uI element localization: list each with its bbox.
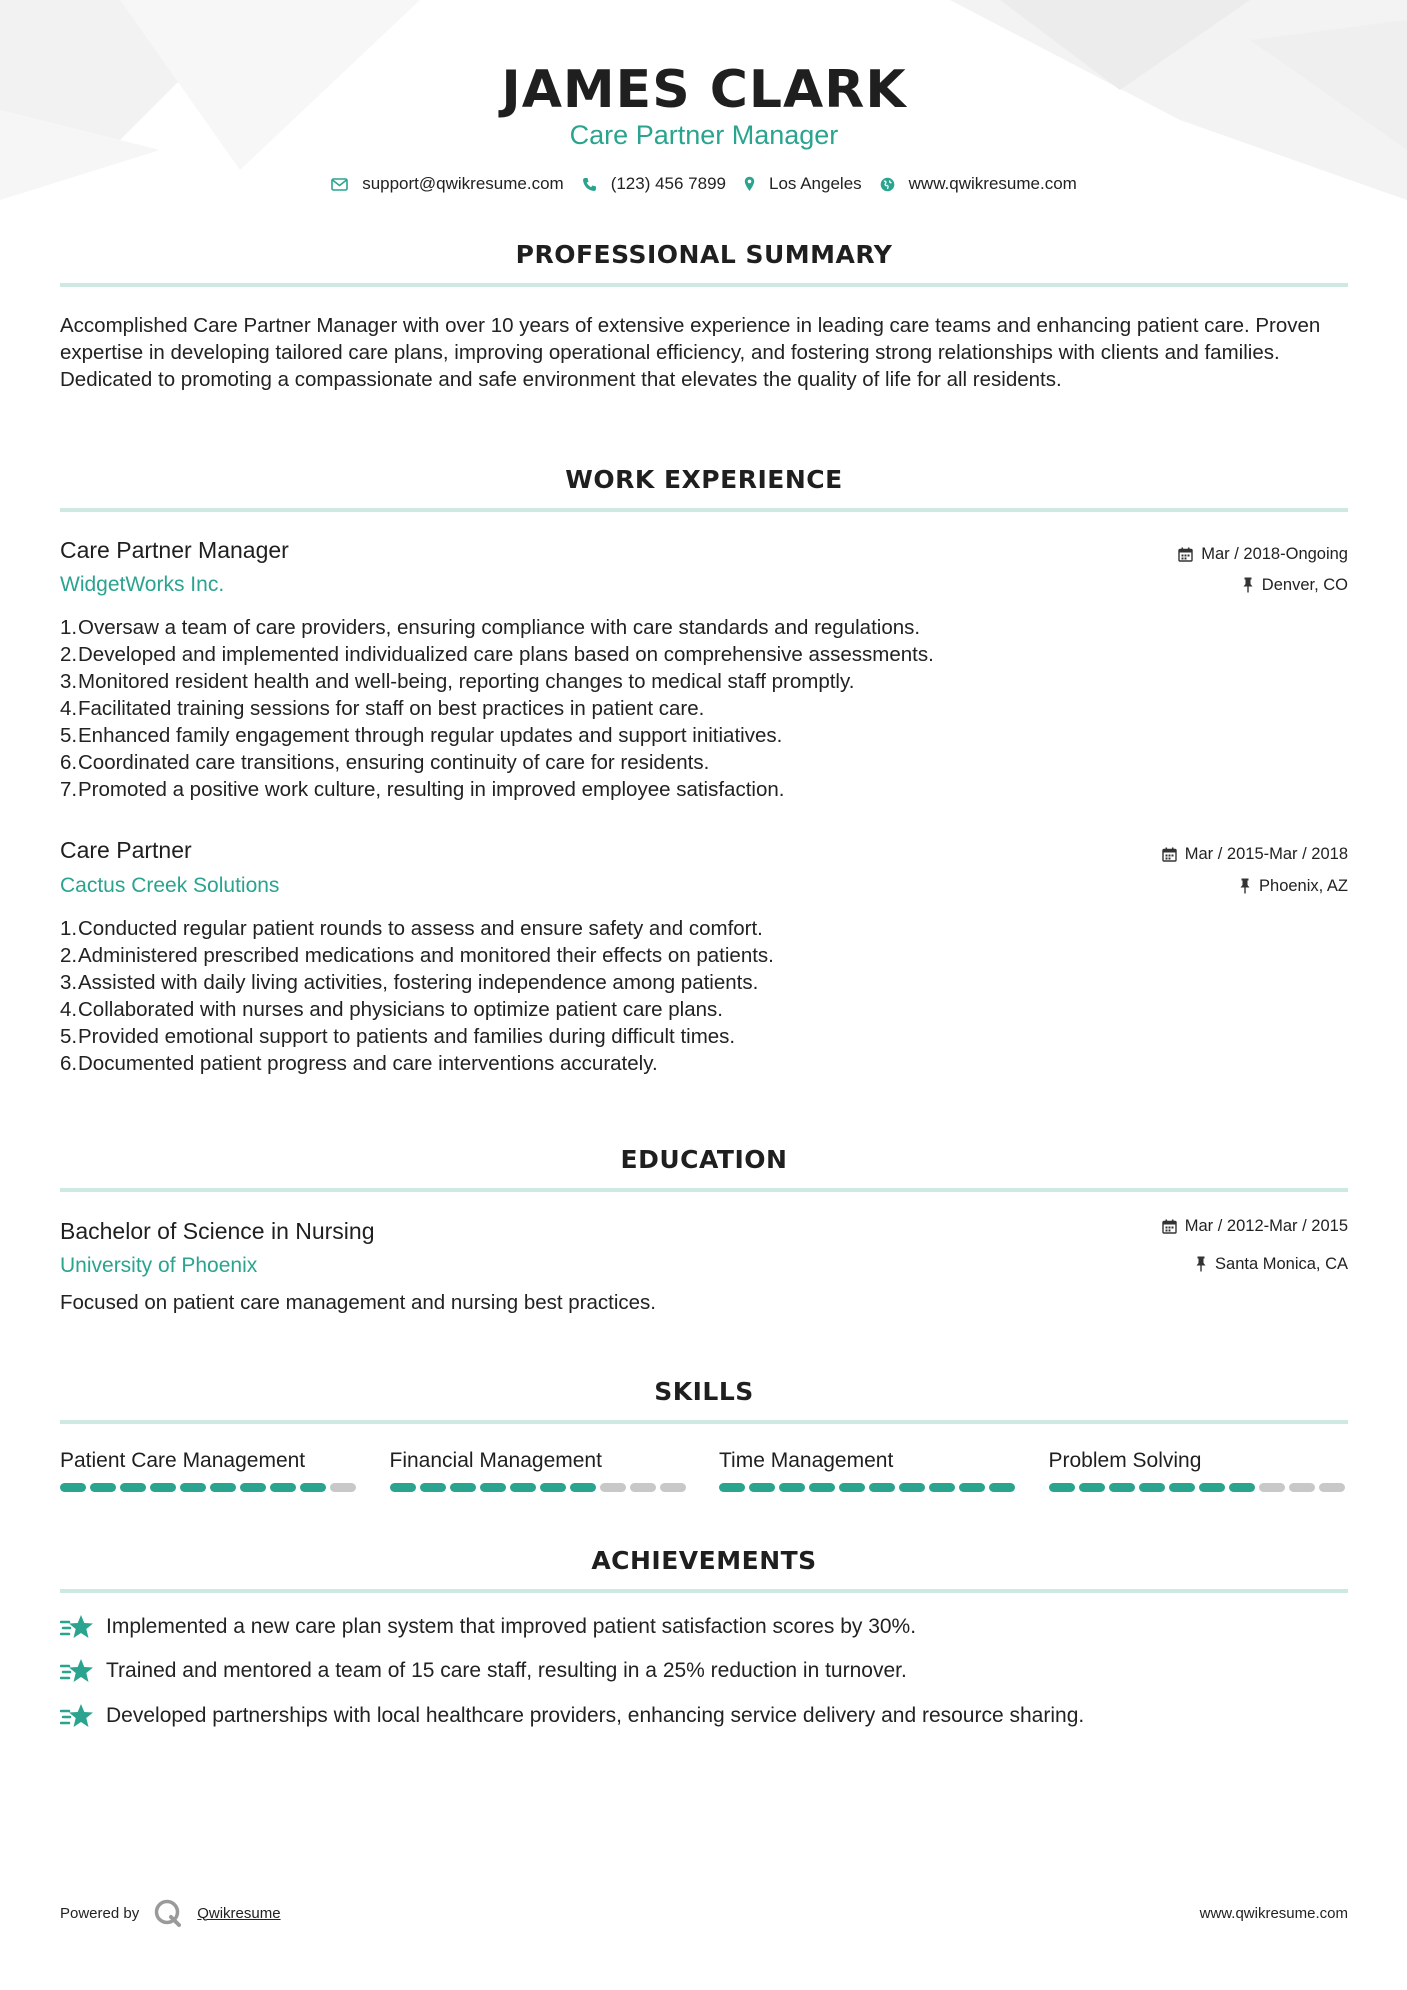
experience-heading: WORK EXPERIENCE	[565, 465, 843, 494]
contact-website-text: www.qwikresume.com	[908, 174, 1077, 193]
skill-dot-filled	[1229, 1483, 1255, 1492]
calendar-icon	[1162, 847, 1177, 862]
qwikresume-logo-icon	[153, 1898, 183, 1928]
contact-location	[744, 174, 862, 194]
duty-item	[60, 614, 1348, 641]
achievement-item	[60, 1702, 1084, 1730]
qwikresume-link[interactable]: Qwikresume	[197, 1904, 281, 1922]
job-company: Cactus Creek Solutions	[60, 874, 280, 897]
achievements-divider	[60, 1589, 1348, 1593]
skill-dot-empty	[1319, 1483, 1345, 1492]
duty-number: 2.	[60, 643, 78, 666]
contact-location-text: Los Angeles	[769, 174, 862, 193]
duty-text: Promoted a positive work culture, resulting in improved employee satisfaction.	[78, 778, 785, 801]
degree-title: Bachelor of Science in Nursing	[60, 1218, 375, 1244]
duty-number: 1.	[60, 917, 78, 940]
duty-text: Oversaw a team of care providers, ensuring compliance with care standards and regulations.	[78, 616, 921, 639]
skill-dot-filled	[240, 1483, 266, 1492]
skill-item	[390, 1447, 690, 1492]
skill-item	[1049, 1447, 1349, 1492]
skill-level-meter	[719, 1483, 1019, 1492]
skill-dot-filled	[300, 1483, 326, 1492]
skill-dot-filled	[989, 1483, 1015, 1492]
skill-dot-filled	[120, 1483, 146, 1492]
skill-dot-empty	[1259, 1483, 1285, 1492]
pushpin-icon	[1242, 577, 1254, 593]
footer-website[interactable]: www.qwikresume.com	[1199, 1905, 1348, 1922]
calendar-icon	[1162, 1219, 1177, 1234]
skill-dot-filled	[390, 1483, 416, 1492]
duty-item	[60, 996, 1348, 1023]
skill-dot-filled	[749, 1483, 775, 1492]
education-dates	[1162, 1215, 1348, 1237]
skill-name: Financial Management	[389, 1449, 602, 1472]
duty-number: 4.	[60, 697, 78, 720]
contact-phone-text: (123) 456 7899	[610, 174, 727, 193]
job-company: WidgetWorks Inc.	[60, 573, 225, 596]
job-location	[1242, 574, 1348, 596]
skill-dot-filled	[899, 1483, 925, 1492]
skill-name: Problem Solving	[1048, 1449, 1202, 1472]
summary-heading: PROFESSIONAL SUMMARY	[515, 240, 893, 269]
contact-email-text: support@qwikresume.com	[362, 174, 564, 193]
pushpin-icon	[1239, 878, 1251, 894]
education-location	[1195, 1253, 1348, 1275]
skills-divider	[60, 1420, 1348, 1424]
skill-dot-filled	[1049, 1483, 1075, 1492]
duty-text: Documented patient progress and care interventions accurately.	[78, 1052, 658, 1075]
duty-number: 6.	[60, 751, 78, 774]
star-achievement-icon	[60, 1657, 94, 1685]
skill-dot-filled	[510, 1483, 536, 1492]
job-location-text: Denver, CO	[1261, 576, 1348, 594]
skill-dot-filled	[420, 1483, 446, 1492]
skill-dot-filled	[929, 1483, 955, 1492]
duty-text: Enhanced family engagement through regular updates and support initiatives.	[78, 724, 783, 747]
skill-dot-filled	[60, 1483, 86, 1492]
skill-dot-filled	[719, 1483, 745, 1492]
skill-dot-filled	[959, 1483, 985, 1492]
skill-dot-filled	[150, 1483, 176, 1492]
duty-text: Collaborated with nurses and physicians to optimize patient care plans.	[78, 998, 723, 1021]
skills-list	[60, 1447, 1348, 1492]
skill-dot-filled	[540, 1483, 566, 1492]
job-dates-text: Mar / 2018-Ongoing	[1201, 545, 1348, 563]
skill-level-meter	[1049, 1483, 1349, 1492]
job-title: Care Partner	[60, 837, 192, 863]
contact-email[interactable]	[331, 174, 564, 194]
duty-text: Monitored resident health and well-being, reporting changes to medical staff promptly.	[78, 670, 855, 693]
skill-dot-empty	[660, 1483, 686, 1492]
education-description: Focused on patient care management and nursing best practices.	[60, 1291, 656, 1314]
experience-divider	[60, 508, 1348, 512]
phone-icon	[582, 177, 597, 192]
duty-item	[60, 915, 1348, 942]
envelope-icon	[331, 178, 348, 191]
duty-number: 2.	[60, 944, 78, 967]
skill-dot-filled	[450, 1483, 476, 1492]
achievement-text: Implemented a new care plan system that improved patient satisfaction scores by 30%.	[106, 1615, 917, 1638]
duty-text: Provided emotional support to patients and families during difficult times.	[78, 1025, 736, 1048]
powered-by-label: Powered by	[60, 1904, 140, 1922]
duty-item	[60, 969, 1348, 996]
job-dates	[1162, 843, 1348, 865]
contact-bar	[60, 171, 1348, 197]
star-achievement-icon	[60, 1613, 94, 1641]
education-dates-text: Mar / 2012-Mar / 2015	[1184, 1217, 1348, 1235]
skill-dot-filled	[480, 1483, 506, 1492]
duty-number: 4.	[60, 998, 78, 1021]
education-divider	[60, 1188, 1348, 1192]
duty-item	[60, 695, 1348, 722]
education-location-text: Santa Monica, CA	[1215, 1255, 1348, 1273]
achievement-item	[60, 1613, 916, 1641]
footer-powered-by	[60, 1898, 281, 1928]
candidate-role: Care Partner Manager	[569, 120, 839, 150]
job-duties-list	[60, 915, 1348, 1077]
skill-dot-empty	[630, 1483, 656, 1492]
skill-dot-empty	[330, 1483, 356, 1492]
pushpin-icon	[1195, 1256, 1207, 1272]
duty-item	[60, 722, 1348, 749]
job-location	[1239, 875, 1348, 897]
achievement-text: Developed partnerships with local healthcare providers, enhancing service delivery and resource sharing.	[106, 1704, 1085, 1727]
contact-website[interactable]	[880, 174, 1077, 194]
contact-phone[interactable]	[582, 174, 726, 194]
skill-dot-empty	[1289, 1483, 1315, 1492]
duty-number: 6.	[60, 1052, 78, 1075]
duty-text: Assisted with daily living activities, fostering independence among patients.	[78, 971, 759, 994]
skill-item	[719, 1447, 1019, 1492]
star-achievement-icon	[60, 1702, 94, 1730]
skill-name: Patient Care Management	[60, 1449, 306, 1472]
summary-divider	[60, 283, 1348, 287]
duty-item	[60, 942, 1348, 969]
duty-item	[60, 1023, 1348, 1050]
map-marker-icon	[744, 176, 755, 192]
job-duties-list	[60, 614, 1348, 803]
skill-level-meter	[60, 1483, 360, 1492]
school-name: University of Phoenix	[60, 1254, 258, 1277]
skill-dot-filled	[809, 1483, 835, 1492]
skill-dot-filled	[1109, 1483, 1135, 1492]
duty-item	[60, 749, 1348, 776]
calendar-icon	[1178, 547, 1193, 562]
skill-dot-filled	[180, 1483, 206, 1492]
duty-text: Facilitated training sessions for staff on best practices in patient care.	[78, 697, 705, 720]
duty-number: 1.	[60, 616, 78, 639]
duty-text: Conducted regular patient rounds to assess and ensure safety and comfort.	[78, 917, 763, 940]
job-dates	[1178, 543, 1348, 565]
duty-text: Coordinated care transitions, ensuring continuity of care for residents.	[78, 751, 710, 774]
duty-item	[60, 1050, 1348, 1077]
skill-name: Time Management	[719, 1449, 894, 1472]
candidate-name: JAMES CLARK	[501, 60, 907, 120]
skills-heading: SKILLS	[654, 1377, 754, 1406]
skill-level-meter	[390, 1483, 690, 1492]
skill-dot-filled	[1079, 1483, 1105, 1492]
job-location-text: Phoenix, AZ	[1259, 877, 1348, 895]
globe-icon	[880, 177, 895, 192]
skill-dot-filled	[210, 1483, 236, 1492]
skill-dot-filled	[270, 1483, 296, 1492]
achievement-item	[60, 1657, 907, 1685]
skill-dot-empty	[600, 1483, 626, 1492]
duty-item	[60, 641, 1348, 668]
duty-item	[60, 668, 1348, 695]
job-title: Care Partner Manager	[60, 537, 289, 563]
skill-dot-filled	[90, 1483, 116, 1492]
summary-text: Accomplished Care Partner Manager with over 10 years of extensive experience in leading care teams and enhancing patient care. Proven expertise in developing tailored care plans, improving operational efficiency, and fostering strong relationships with clients and families. Dedicated to promoting a compassionate and safe environment that elevates the quality of life for all residents.	[60, 314, 1321, 391]
skill-dot-filled	[869, 1483, 895, 1492]
skill-dot-filled	[839, 1483, 865, 1492]
skill-dot-filled	[1199, 1483, 1225, 1492]
achievements-heading: ACHIEVEMENTS	[591, 1546, 817, 1575]
duty-number: 7.	[60, 778, 78, 801]
skill-dot-filled	[570, 1483, 596, 1492]
skill-item	[60, 1447, 360, 1492]
job-dates-text: Mar / 2015-Mar / 2018	[1184, 845, 1348, 863]
duty-number: 3.	[60, 971, 78, 994]
duty-item	[60, 776, 1348, 803]
duty-number: 5.	[60, 1025, 78, 1048]
skill-dot-filled	[1139, 1483, 1165, 1492]
duty-number: 5.	[60, 724, 78, 747]
duty-number: 3.	[60, 670, 78, 693]
skill-dot-filled	[779, 1483, 805, 1492]
education-heading: EDUCATION	[620, 1145, 788, 1174]
achievement-text: Trained and mentored a team of 15 care staff, resulting in a 25% reduction in turnover.	[106, 1659, 907, 1682]
skill-dot-filled	[1169, 1483, 1195, 1492]
duty-text: Administered prescribed medications and monitored their effects on patients.	[78, 944, 774, 967]
duty-text: Developed and implemented individualized care plans based on comprehensive assessments.	[78, 643, 934, 666]
